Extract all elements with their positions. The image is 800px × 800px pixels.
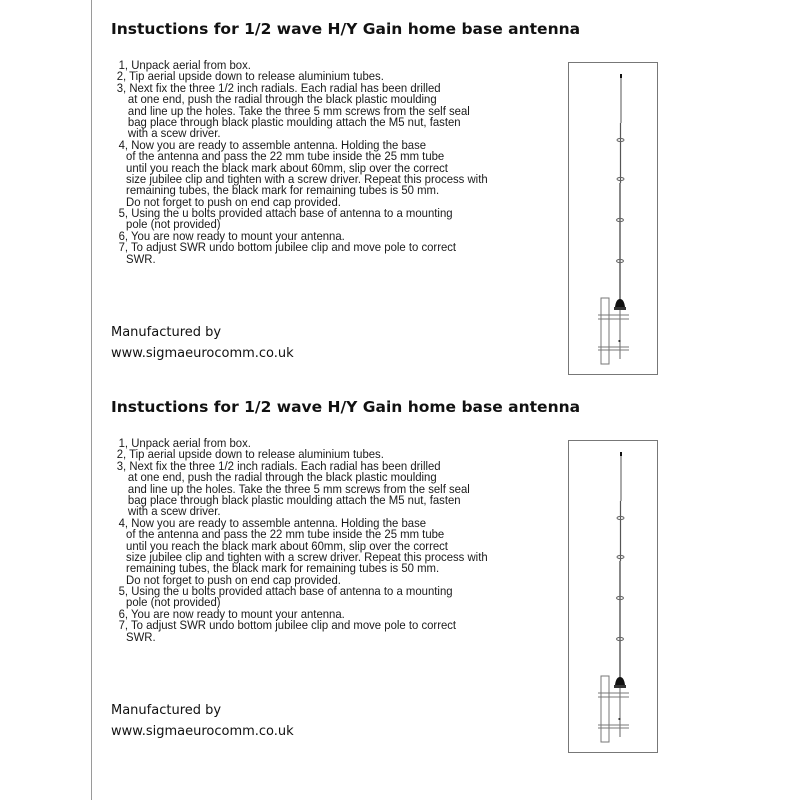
antenna-diagram <box>568 62 658 375</box>
step-line: 3, Next fix the three 1/2 inch radials. Each radial has been drilled <box>116 458 441 473</box>
step-line: 1, Unpack aerial from box. <box>118 436 251 450</box>
steps-list <box>100 60 560 265</box>
step-line: 4, Now you are ready to assemble antenna. Holding the base <box>118 515 427 530</box>
step-line: 4, Now you are ready to assemble antenna. Holding the base <box>118 137 427 152</box>
step-line: at one end, push the radial through the black plastic moulding <box>127 470 437 485</box>
step-line: 5, Using the u bolts provided attach base of antenna to a mounting <box>118 584 453 599</box>
step-line: bag place through black plastic moulding attach the M5 nut, fasten <box>127 492 461 507</box>
manufacturer-label: Manufactured by <box>111 325 222 340</box>
step-line: 7, To adjust SWR undo bottom jubilee clip and move pole to correct <box>118 240 457 255</box>
manufacturer-website: www.sigmaeurocomm.co.uk <box>111 346 294 361</box>
step-line: Do not forget to push on end cap provided. <box>126 572 341 587</box>
step-line: 5, Using the u bolts provided attach base of antenna to a mounting <box>118 206 453 221</box>
step-line: SWR. <box>126 251 156 266</box>
step-line: size jubilee clip and tighten with a screw driver. Repeat this process with <box>126 549 488 564</box>
instruction-section-1 <box>0 20 800 400</box>
step-line: until you reach the black mark about 60mm, slip over the correct <box>126 160 448 175</box>
step-line: bag place through black plastic moulding attach the M5 nut, fasten <box>127 114 461 129</box>
antenna-drawing <box>569 63 657 374</box>
antenna-drawing <box>569 441 657 752</box>
step-line: of the antenna and pass the 22 mm tube inside the 25 mm tube <box>126 149 445 164</box>
step-line: and line up the holes. Take the three 5 mm screws from the self seal <box>127 103 470 118</box>
step-line: 6, You are now ready to mount your antenna. <box>118 228 345 243</box>
step-line: 3, Next fix the three 1/2 inch radials. Each radial has been drilled <box>116 80 441 95</box>
step-line: 2, Tip aerial upside down to release aluminium tubes. <box>116 447 384 462</box>
section-title: Instuctions for 1/2 wave H/Y Gain home base antenna <box>111 398 581 416</box>
step-line: 7, To adjust SWR undo bottom jubilee clip and move pole to correct <box>118 618 457 633</box>
antenna-diagram <box>568 440 658 753</box>
instruction-section-2 <box>0 398 800 778</box>
mounting-pole <box>601 298 609 364</box>
section-title: Instuctions for 1/2 wave H/Y Gain home base antenna <box>111 20 581 38</box>
step-line: 1, Unpack aerial from box. <box>118 58 251 72</box>
steps-list <box>100 438 560 643</box>
manufacturer-label: Manufactured by <box>111 703 222 718</box>
step-line: remaining tubes, the black mark for remaining tubes is 50 mm. <box>126 561 440 576</box>
step-line: 6, You are now ready to mount your antenna. <box>118 606 345 621</box>
step-line: remaining tubes, the black mark for remaining tubes is 50 mm. <box>126 183 440 198</box>
step-line: SWR. <box>126 629 156 644</box>
step-line: and line up the holes. Take the three 5 mm screws from the self seal <box>127 481 470 496</box>
step-line: with a scew driver. <box>127 504 221 519</box>
end-cap <box>620 452 622 456</box>
mounting-pole <box>601 676 609 742</box>
plastic-moulding <box>615 299 625 307</box>
step-line: with a scew driver. <box>127 126 221 141</box>
plastic-moulding <box>615 677 625 685</box>
step-line: pole (not provided) <box>126 595 221 610</box>
step-line: of the antenna and pass the 22 mm tube inside the 25 mm tube <box>126 527 445 542</box>
step-line: at one end, push the radial through the black plastic moulding <box>127 92 437 107</box>
step-line: Do not forget to push on end cap provided. <box>126 194 341 209</box>
end-cap <box>620 74 622 78</box>
step-line: pole (not provided) <box>126 217 221 232</box>
manufacturer-website: www.sigmaeurocomm.co.uk <box>111 724 294 739</box>
step-line: until you reach the black mark about 60mm, slip over the correct <box>126 538 448 553</box>
step-line: 2, Tip aerial upside down to release aluminium tubes. <box>116 69 384 84</box>
step-line: size jubilee clip and tighten with a screw driver. Repeat this process with <box>126 171 488 186</box>
